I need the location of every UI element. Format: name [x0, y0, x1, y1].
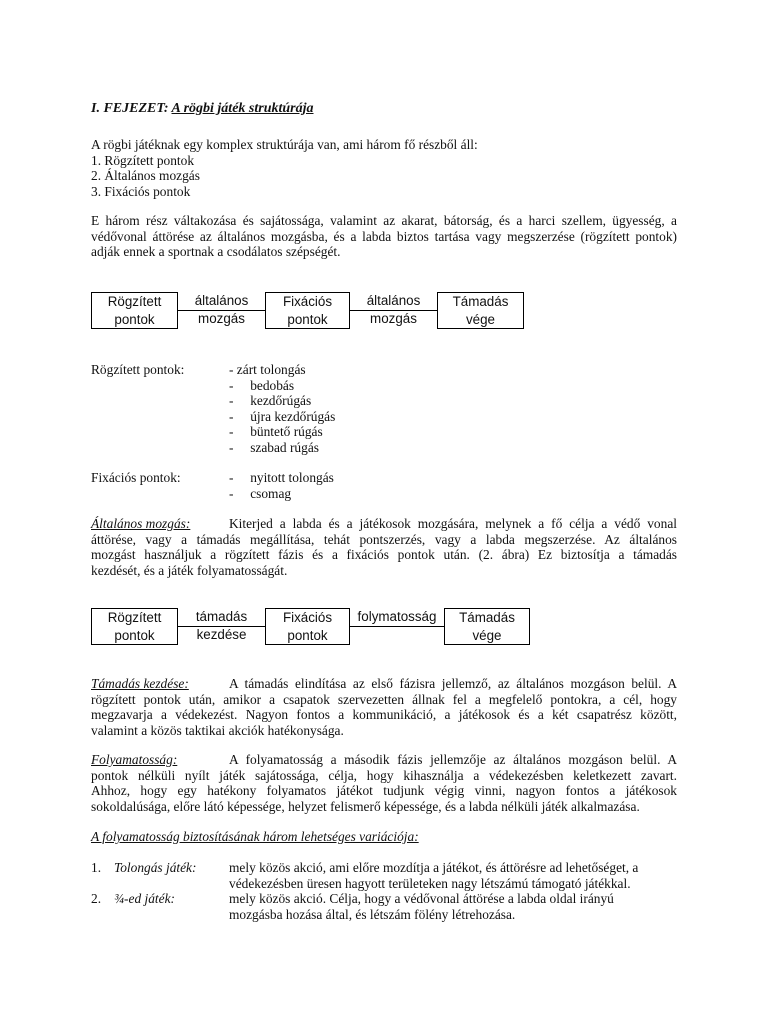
flow-box-line: pontok — [287, 628, 328, 643]
general-movement-line: Kiterjed a labda és a játékosok mozgására, melynek a fő célja a védő vonal — [229, 516, 677, 531]
flow1-box-fixation-points — [265, 292, 350, 329]
attack-start-line: rögzített pontok után, amikor a csapatok szervezetten állnak fel a megfelelő pontokra, a cél, hogy — [91, 691, 677, 707]
general-movement-line: áttörése, vagy a támadás megállítása, tehát pontszerzés, vagy a labda megszerzése. Az általános — [91, 531, 677, 547]
chapter-title: A rögbi játék struktúrája — [171, 101, 314, 116]
continuity-label: Folyamatosság: — [91, 752, 178, 767]
fixed-points-item: - újra kezdőrúgás — [229, 408, 336, 424]
flow-label-line: támadás — [195, 609, 248, 624]
intro-item: 2. Általános mozgás — [91, 168, 200, 183]
flow1-box-attack-end — [437, 292, 524, 329]
flow1-label-general-movement-2 — [350, 292, 437, 328]
flow-connector — [350, 626, 444, 627]
fixed-points-item: - zárt tolongás — [229, 362, 306, 377]
attack-start-line: A támadás elindítása az első fázisra jellemző, az általános mozgáson belül. A — [229, 676, 677, 691]
fixation-points-item: - nyitott tolongás — [229, 470, 334, 485]
continuity-line: sokoldalúsága, előre látó képessége, helyzet felismerő képessége, és a labda nélküli játék alkalmazása. — [91, 798, 640, 814]
attack-start-label: Támadás kezdése: — [91, 676, 189, 691]
variation-number: 2. — [91, 891, 102, 906]
variation-desc-line: mely közös akció. Célja, hogy a védővonal áttörése a labda oldal irányú — [229, 891, 614, 906]
intro-sentence: A rögbi játéknak egy komplex struktúrája van, ami három fő részből áll: — [91, 137, 478, 152]
variations-title: A folyamatosság biztosításának három lehetséges variációja: — [91, 829, 419, 844]
flow-label-line: folymatosság — [357, 609, 437, 624]
chapter-number: I. FEJEZET: — [91, 101, 169, 116]
paragraph-intro: E három rész váltakozása és sajátossága, valamint az akarat, bátorság, és a harci szellem, ügyesség, a védővonal áttörése az általános mozgásba, és a labda biztos tartása vagy megszerzése (rögzített pontok) adják ennek a sportnak a csodálatos szépségét. — [91, 213, 677, 259]
fixed-points-item: - büntető rúgás — [229, 424, 323, 439]
flow-box-line: Fixációs — [282, 610, 333, 625]
flow-box-line: Rögzített — [107, 610, 162, 625]
flow-box-line: Fixációs — [282, 294, 333, 309]
variation-desc-line: mely közös akció, ami előre mozdítja a játékot, és áttörésre ad lehetőséget, a — [229, 860, 639, 875]
intro-item: 1. Rögzített pontok — [91, 152, 195, 168]
variation-name: ¾-ed játék: — [114, 891, 175, 906]
flow-label-line: általános — [194, 293, 249, 308]
variation-desc-line: mozgásba hozása által, és létszám fölény létrehozása. — [229, 906, 516, 922]
continuity-line: pontok nélküli nyílt játék sajátossága, célja, hogy kihasználja a védekezésben keletkezett zavart. — [91, 767, 677, 783]
fixation-points-label: Fixációs pontok: — [91, 470, 181, 485]
flow1-box-fixed-points — [91, 292, 178, 329]
flow2-box-fixed-points — [91, 608, 178, 645]
general-movement-line: mozgást használjuk a rögzített fázis és a fixációs pontok után. (2. ábra) Ez biztosítja a támadás — [91, 547, 677, 562]
attack-start-line: valamint a közös taktikai akciók hatékonysága. — [91, 722, 344, 738]
flow2-box-attack-end — [444, 608, 530, 645]
general-movement-label: Általános mozgás: — [91, 516, 191, 531]
flow-label-line: mozgás — [370, 311, 417, 326]
fixed-points-item: - kezdőrúgás — [229, 393, 312, 408]
variation-desc-line: védekezésben üresen hagyott területeken nagy létszámú támogató játékkal. — [229, 875, 631, 891]
fixed-points-item: - szabad rúgás — [229, 439, 319, 455]
flow-box-line: pontok — [287, 312, 328, 327]
continuity-line: Ahhoz, hogy egy hatékony folyamatos játékot tudjunk végig vinni, nagyon fontos a játékosok — [91, 783, 677, 798]
fixed-points-label: Rögzített pontok: — [91, 362, 185, 377]
fixation-points-item: - csomag — [229, 485, 292, 501]
flow-box-line: pontok — [114, 312, 155, 327]
variation-number: 1. — [91, 860, 102, 875]
flow2-box-fixation-points — [265, 608, 350, 645]
flow-box-line: vége — [472, 628, 502, 643]
flow-label-line: általános — [366, 293, 421, 308]
variation-name: Tolongás játék: — [114, 860, 197, 875]
flow-box-line: Rögzített — [107, 294, 162, 309]
flow2-label-attack-start — [178, 608, 265, 644]
flow-label-line: mozgás — [198, 311, 245, 326]
fixed-points-item: - bedobás — [229, 377, 295, 393]
flow-box-line: vége — [465, 312, 496, 327]
general-movement-line: kezdését, és a játék folyamatosságát. — [91, 562, 288, 578]
flow-box-line: Támadás — [459, 610, 515, 625]
flow-box-line: pontok — [114, 628, 155, 643]
flow-label-line: kezdése — [196, 627, 247, 642]
attack-start-line: megzavarja a védekezést. Nagyon fontos a kommunikáció, a játékosok és a két csapatrész között, — [91, 707, 677, 722]
flow1-label-general-movement — [178, 292, 265, 328]
chapter-heading — [91, 101, 314, 117]
continuity-line: A folyamatosság a második fázis jellemzője az általános mozgáson belül. A — [229, 752, 677, 767]
flow2-label-continuity — [350, 608, 444, 626]
intro-item: 3. Fixációs pontok — [91, 183, 191, 199]
flow-box-line: Támadás — [452, 294, 509, 309]
